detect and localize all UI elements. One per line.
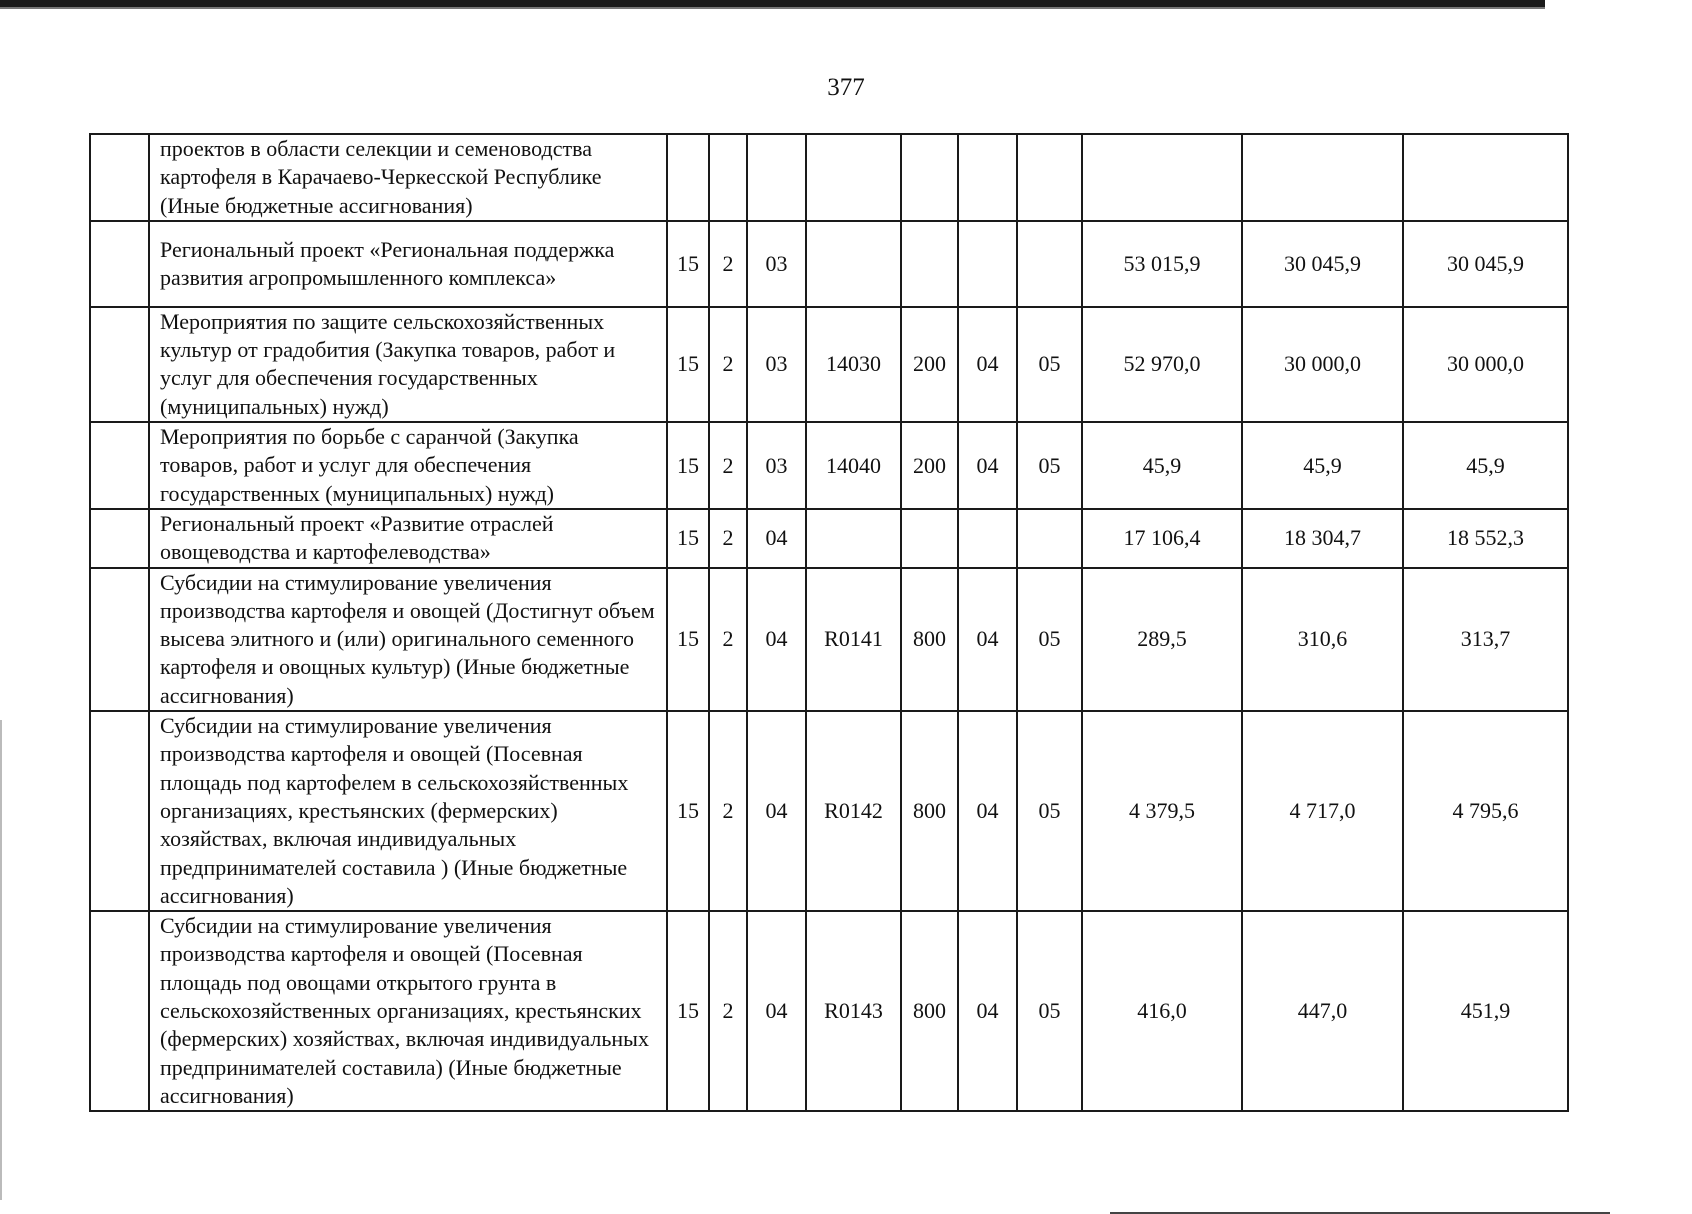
item-name: Субсидии на стимулирование увеличения производства картофеля и овощей (Посевная площадь под картофелем в сельскохозяйственных организациях, крестьянских (фермерских) хозяйствах, включая индивидуальных предпринимателей составила ) (Иные бюджетные ассигнования) — [149, 711, 667, 911]
col-sum-year1: 52 970,0 — [1082, 307, 1242, 422]
col-subprogram — [709, 134, 747, 221]
table-row — [90, 134, 1568, 221]
col-subprogram: 2 — [709, 568, 747, 711]
col-direction: R0141 — [806, 568, 901, 711]
row-number-cell — [90, 911, 149, 1111]
scan-edge-left — [0, 720, 2, 1200]
col-program: 15 — [667, 509, 709, 568]
col-sum-year2: 30 045,9 — [1242, 221, 1403, 307]
col-main-event: 03 — [747, 221, 806, 307]
row-number-cell — [90, 307, 149, 422]
col-expense-type: 800 — [901, 568, 958, 711]
col-main-event: 04 — [747, 711, 806, 911]
item-name: Региональный проект «Региональная поддержка развития агропромышленного комплекса» — [149, 221, 667, 307]
col-expense-type — [901, 509, 958, 568]
col-main-event: 03 — [747, 422, 806, 509]
col-main-event — [747, 134, 806, 221]
col-subsection: 05 — [1017, 711, 1082, 911]
col-subsection: 05 — [1017, 422, 1082, 509]
scan-edge-top — [0, 0, 1545, 7]
col-subsection — [1017, 221, 1082, 307]
col-sum-year2: 30 000,0 — [1242, 307, 1403, 422]
table-row — [90, 911, 1568, 1111]
col-expense-type — [901, 221, 958, 307]
col-program: 15 — [667, 307, 709, 422]
col-direction: R0142 — [806, 711, 901, 911]
col-sum-year3: 30 000,0 — [1403, 307, 1568, 422]
col-program: 15 — [667, 711, 709, 911]
row-number-cell — [90, 221, 149, 307]
col-sum-year3: 451,9 — [1403, 911, 1568, 1111]
col-direction — [806, 134, 901, 221]
col-section — [958, 134, 1017, 221]
col-sum-year2: 18 304,7 — [1242, 509, 1403, 568]
col-direction — [806, 509, 901, 568]
col-subprogram: 2 — [709, 422, 747, 509]
col-subprogram: 2 — [709, 307, 747, 422]
col-program — [667, 134, 709, 221]
col-section — [958, 221, 1017, 307]
table-row — [90, 568, 1568, 711]
row-number-cell — [90, 509, 149, 568]
item-name: Субсидии на стимулирование увеличения производства картофеля и овощей (Посевная площадь под овощами открытого грунта в сельскохозяйственных организациях, крестьянских (фермерских) хозяйствах, включая индивидуальных предпринимателей составила) (Иные бюджетные ассигнования) — [149, 911, 667, 1111]
col-expense-type: 800 — [901, 711, 958, 911]
col-sum-year3: 313,7 — [1403, 568, 1568, 711]
col-sum-year1: 17 106,4 — [1082, 509, 1242, 568]
col-main-event: 03 — [747, 307, 806, 422]
item-name: Региональный проект «Развитие отраслей овощеводства и картофелеводства» — [149, 509, 667, 568]
col-subsection: 05 — [1017, 911, 1082, 1111]
col-subprogram: 2 — [709, 509, 747, 568]
budget-table — [89, 133, 1569, 1112]
col-section: 04 — [958, 307, 1017, 422]
col-section: 04 — [958, 711, 1017, 911]
col-section — [958, 509, 1017, 568]
item-name: проектов в области селекции и семеноводства картофеля в Карачаево-Черкесской Республике (Иные бюджетные ассигнования) — [149, 134, 667, 221]
col-subsection — [1017, 134, 1082, 221]
row-number-cell — [90, 568, 149, 711]
row-number-cell — [90, 711, 149, 911]
col-sum-year3 — [1403, 134, 1568, 221]
col-direction: R0143 — [806, 911, 901, 1111]
col-expense-type: 200 — [901, 422, 958, 509]
col-sum-year2: 45,9 — [1242, 422, 1403, 509]
col-sum-year1: 4 379,5 — [1082, 711, 1242, 911]
table-body — [90, 134, 1568, 1111]
item-name: Мероприятия по борьбе с саранчой (Закупка товаров, работ и услуг для обеспечения государственных (муниципальных) нужд) — [149, 422, 667, 509]
item-name: Субсидии на стимулирование увеличения производства картофеля и овощей (Достигнут объем высева элитного и (или) оригинального семенного картофеля и овощных культур) (Иные бюджетные ассигнования) — [149, 568, 667, 711]
col-sum-year3: 18 552,3 — [1403, 509, 1568, 568]
col-program: 15 — [667, 568, 709, 711]
col-main-event: 04 — [747, 568, 806, 711]
col-expense-type: 200 — [901, 307, 958, 422]
table-row — [90, 307, 1568, 422]
col-sum-year3: 45,9 — [1403, 422, 1568, 509]
col-sum-year2 — [1242, 134, 1403, 221]
col-section: 04 — [958, 911, 1017, 1111]
col-sum-year3: 30 045,9 — [1403, 221, 1568, 307]
col-program: 15 — [667, 221, 709, 307]
table-row — [90, 711, 1568, 911]
col-sum-year1: 53 015,9 — [1082, 221, 1242, 307]
col-program: 15 — [667, 911, 709, 1111]
col-subsection: 05 — [1017, 307, 1082, 422]
col-subsection — [1017, 509, 1082, 568]
col-subprogram: 2 — [709, 221, 747, 307]
col-direction: 14030 — [806, 307, 901, 422]
row-number-cell — [90, 134, 149, 221]
table-row — [90, 422, 1568, 509]
item-name: Мероприятия по защите сельскохозяйственных культур от градобития (Закупка товаров, работ и услуг для обеспечения государственных (муниципальных) нужд) — [149, 307, 667, 422]
col-subprogram: 2 — [709, 911, 747, 1111]
col-expense-type — [901, 134, 958, 221]
col-subsection: 05 — [1017, 568, 1082, 711]
col-direction — [806, 221, 901, 307]
col-direction: 14040 — [806, 422, 901, 509]
col-main-event: 04 — [747, 911, 806, 1111]
scan-edge-top-thin — [0, 7, 1545, 9]
col-section: 04 — [958, 568, 1017, 711]
col-expense-type: 800 — [901, 911, 958, 1111]
col-sum-year1: 45,9 — [1082, 422, 1242, 509]
col-main-event: 04 — [747, 509, 806, 568]
col-sum-year1 — [1082, 134, 1242, 221]
table-row — [90, 509, 1568, 568]
col-sum-year1: 416,0 — [1082, 911, 1242, 1111]
col-section: 04 — [958, 422, 1017, 509]
table-row — [90, 221, 1568, 307]
row-number-cell — [90, 422, 149, 509]
col-subprogram: 2 — [709, 711, 747, 911]
col-sum-year1: 289,5 — [1082, 568, 1242, 711]
page-number: 377 — [827, 74, 865, 101]
col-sum-year2: 447,0 — [1242, 911, 1403, 1111]
col-sum-year2: 4 717,0 — [1242, 711, 1403, 911]
col-sum-year3: 4 795,6 — [1403, 711, 1568, 911]
col-sum-year2: 310,6 — [1242, 568, 1403, 711]
col-program: 15 — [667, 422, 709, 509]
